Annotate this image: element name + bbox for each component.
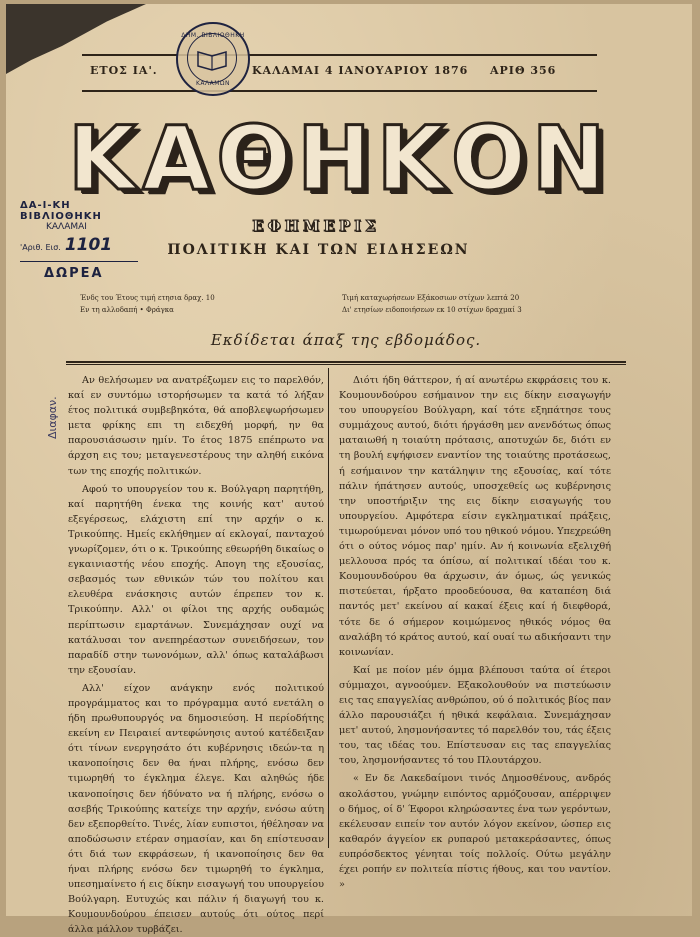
stamp-divider: [20, 261, 138, 262]
price-line: Τιμή καταχωρήσεων Εξάκοσιων στίχων λεπτά 20: [342, 294, 520, 302]
donation-label: ΔΩΡΕΑ: [44, 266, 104, 281]
article-quote: « Εν δε Λακεδαίμονι τινός Δημοσθένους, ανδρός ακολάστου, γνώμην ειπόντος αρμόζουσαν, απέρριψεν ο δήμος, οί δ' Έφοροι κληρώσαντες ένα των γερόντων, εκέλευσαν ειπείν τον αυτόν λόγον εκείνον, ώσπερ εις καθαρόν άγγείον εκ ρυπαρού μετακεράσαντες, όπως ευπρόσδεκτος γένηται τοίς πολλοίς. Ούτω μεγάλην έχει ροπήν εν πολιτεία πίστις ήθους, και του ναντίον. »: [339, 773, 611, 891]
section-rule: [66, 361, 626, 363]
publication-frequency: Εκδίδεται άπαξ της εβδομάδος.: [210, 331, 482, 349]
subscription-prices: [80, 292, 300, 316]
price-line: Ένδς του Έτους τιμή ετησια δραχ. 10: [80, 294, 215, 302]
seal-text-top: ΔΗΜ. ΒΙΒΛΙΟΘΗΚΗ: [181, 32, 245, 39]
margin-note-text: Διαφαν.: [46, 396, 59, 439]
price-line: Δι' ετησίων ειδοποιήσεων εκ 10 στίχων δραχμαί 3: [342, 306, 522, 314]
library-name: ΔΑ-Ι-ΚΗ ΒΙΒΛΙΟΘΗΚΗ: [20, 200, 102, 222]
library-seal: [176, 22, 250, 96]
newspaper-subtitle: ΕΦΗΜΕΡΙΣ: [252, 217, 380, 235]
place-date: ΚΑΛΑΜΑΙ 4 ΙΑΝΟΥΑΡΙΟΥ 1876: [252, 64, 469, 77]
article-paragraph: Αλλ' είχον ανάγκην ενός πολιτικού προγράμματος και το πρόγραμμα αυτό ενετάλη ο ήδη πρωθυπουργός να δημοσιεύση. Η περίοδήτης εκείνη εν Πειραιεί αντεφώνησις αυτού κατέδειξαν ότι τίνων ενεργησάτο ότι κυβέρνησις ιδεών-τα η ικανοποίησις δεν θα ήναι πλήρης, ενόσω δεν τιμωρηθή το έγκλημα έλεγε. Και αληθώς ήδε ικανοποίησις δεν ήδύνατο να ή πλήρης, ενόσω ο ασεβής Τρικούπης κατείχε την αρχήν, ενόσω αύτη δεν εξεπορθείτο. Τινές, λίαν ευπιστοι, ήθέλησαν να αποδώσωσιν ετέραν σημασίαν, και δη επίστευσαν ότι διά των εκφράσεων, ή ικανοποίησις δεν θα ήναι πλήρης ενόσω δεν τιμωρηθή το έγκλημα, υπεσημαίνετο ή εις δίκην εισαγωγή του υπουργείου Βούλγαρη. Ευτυχώς και πάλιν ή διαγωγή του κ. Κουμουνδούρου έπεισεν αυτούς ότι ούτος περί άλλα μάλλον τυρβάζει.: [68, 682, 324, 936]
library-city: ΚΑΛΑΜΑΙ: [46, 222, 87, 232]
seal-text-bottom: ΚΑΛΑΜΩΝ: [196, 80, 230, 87]
price-line: Εν τη αλλοδαπή • Φράγκα: [80, 306, 174, 314]
article-column-left: [68, 373, 324, 937]
article-paragraph: Διότι ήδη θάττερον, ή αί ανωτέρω εκφράσεις του κ. Κουμουνδούρου εσήμαινον την εις δίκην εισαγωγήν του υπουργείου Βούλγαρη, καί τότε εξηπάτησε τους συμμάχους αυτού, διότι ήργάσθη μεν ανενδότως όπως ματαιωθή η τοιαύτη πρότασις, αποτυχών δε, διότι εν τη βουλή εψήφισεν εναντίον της τοιαύτης προτάσεως, ή εσήμαινον την κατάληψιν της εξουσίας, καί τότε πάλιν ήπάτησεν αυτούς, υποσχεθείς ως κυβέρνησις την υποστήριξιν της εις δίκην εισαγωγής του υπουργείου. Αμφότερα είσιν εγκληματικαί πράξεις, τιμωρούμεναι μόνον υπό του ηθικού νόμου. Υπεχρεώθη ότι ο ούτος νόμος παρ' ημίν. Αν ή κοινωνία εξελιχθή μελλουσα πρός τα όπίσω, αί πολιτικαί ιδέαι του κ. Κουμουνδούρου θα άρχωσιν, άν όμως, ώς γενικώς πιστεύεται, ήρξατο προοδεύουσα, θα καταπέση διά παντός μετ' εκείνου αί κακαί έξεις καί ή διεφθορά, τότε δε ό σήμερον κοιμώμενος ηθικός νόμος θα αναλάβη τό κράτος αυτού, καί ουαί τω αδικήσαντι την κοινωνίαν.: [339, 375, 611, 658]
column-divider: [328, 368, 329, 848]
newspaper-tagline: ΠΟΛΙΤΙΚΗ ΚΑΙ ΤΩΝ ΕΙΔΗΣΕΩΝ: [167, 242, 470, 258]
section-rule-thin: [66, 364, 626, 365]
newspaper-page: [6, 4, 692, 936]
article-paragraph: Αν θελήσωμεν να ανατρέξωμεν εις το παρελθόν, καί εν συντόμω ιστορήσωμεν τα κατά τό λήξαν έτος πολιτικά συμβεβηκότα, θά αποβλεψωρήσωμεν μετα φρίκης επι τη ειδεχθή μορφή, ην θα παρουσιάσωσιν ημίν. Το έτος 1875 επέπρωτο να άρχση εις του; μεταγενεστέρους την αληθή εικόνα των της εποχής πολιτικών.: [68, 375, 324, 477]
year-label: ΕΤΟΣ ΙΑ'.: [90, 64, 158, 77]
book-icon: [188, 34, 236, 82]
library-registration-stamp: [20, 200, 148, 281]
article-paragraph: Καί με ποίον μέν όμμα βλέπουσι ταύτα οί έτεροι σύμμαχοι, αγνοούμεν. Εξακολουθούν να πιστεύωσιν εις τας επαγγελίας ανθρώπου, ού ό πολιτικός βίος παν άλλο παρουσιάζει ή ηθικά κεφάλαια. Συνεμάχησαν μετ' αυτού, λησμονήσαντες τό παρελθόν του, τάς έξεις του, τας ιδέας του. Επίστευσαν εις τας επαγγελίας του, λησμονήσαντες τό του Πλουτάρχου.: [339, 664, 611, 767]
issue-number: ΑΡΙΘ 356: [490, 64, 557, 77]
newspaper-title: ΚΑΘΗΚΟΝ: [68, 107, 612, 210]
registration-line: [20, 235, 148, 255]
advertising-prices: [342, 292, 582, 316]
masthead-info-bar: [82, 54, 597, 92]
seal-inner-ring: [187, 33, 237, 83]
registration-number: 1101: [64, 235, 113, 255]
article-paragraph: Αφού το υπουργείον του κ. Βούλγαρη παρητήθη, καί παρητήθη ένεκα της κοινής κατ' αυτού εξεγέρσεως, ελάχιστη επί την αρχήν ο κ. Τρικούπης. Ημείς εκλήθημεν αί εκλογαί, πανταχού γνωρίζομεν, ότι ο κ. Τρικούπης εθεωρήθη δικαίως ο εγκαινιαστής νέου εποχής. Απογη της εξουσίας, σεβασμός των εθνικών τών του πολίτου και ελευθέρα ενάσκησις αυτών έπρεπεν τον κ. Τρικούπην. Αλλ' οι φίλοι της αρχής ουδαμώς περίπτωσιν εμαρτάνων. Συνεμάχησαν ουχί να κατάλυσαι τον ανεπηρέαστων συνειδήσεων, τον παραδίδ στην τωνονόμων, αλλ' όπως καταλάβωσι την εξουσίαν.: [68, 483, 324, 676]
article-column-right: [339, 373, 611, 892]
registration-label: 'Αριθ. Εισ.: [20, 243, 61, 252]
